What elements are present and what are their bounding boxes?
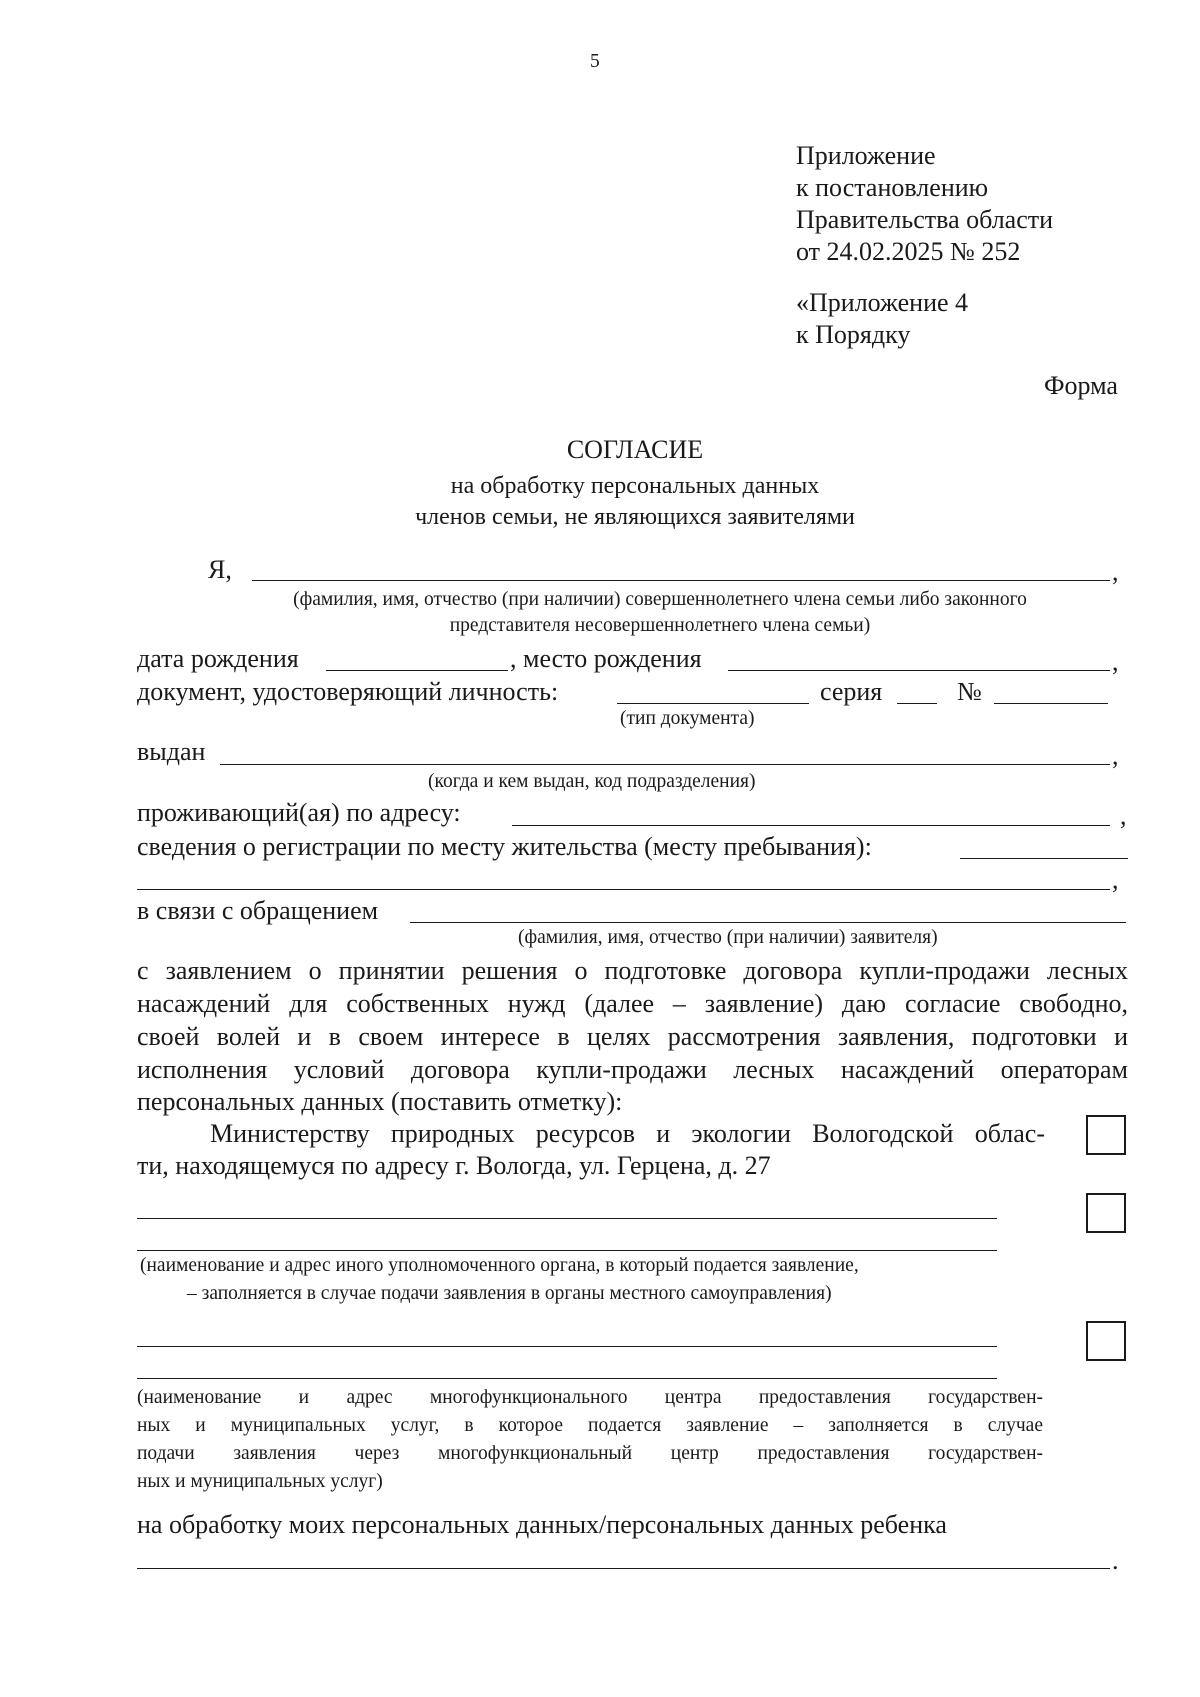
mfc-checkbox[interactable] [1086, 1321, 1126, 1361]
registration-input-line[interactable] [960, 858, 1128, 859]
issued-hint: (когда и кем выдан, код подразделения) [428, 771, 756, 792]
other-authority-checkbox[interactable] [1086, 1193, 1126, 1233]
closing-period: . [1112, 1546, 1119, 1575]
in-connection-label: в связи с обращением [137, 896, 379, 925]
mfc-hint: подачи заявления через многофункциональный центр предоставления государствен- [137, 1443, 1043, 1464]
birth-date-input-line[interactable] [326, 670, 508, 671]
fio-hint: (фамилия, имя, отчество (при наличии) совершеннолетнего члена семьи либо законного [293, 589, 1027, 610]
comma: , [1112, 741, 1119, 770]
appendix-line: от 24.02.2025 № 252 [796, 237, 1021, 266]
ministry-option-text: Министерству природных ресурсов и экологии Вологодской облас- [210, 1119, 1045, 1148]
registration-label: сведения о регистрации по месту жительства (месту пребывания): [137, 832, 872, 861]
paragraph-line: исполнения условий договора купли-продажи лесных насаждений операторам [137, 1055, 1128, 1084]
number-label: № [957, 677, 982, 706]
registration-input-line-2[interactable] [137, 889, 1110, 890]
other-authority-input-line-2[interactable] [137, 1250, 997, 1251]
document-subtitle: на обработку персональных данных [450, 473, 820, 499]
personal-data-input-line[interactable] [137, 1568, 1110, 1569]
other-authority-hint: – заполняется в случае подачи заявления в органы местного самоуправления) [187, 1283, 832, 1304]
comma: , [1112, 647, 1119, 676]
address-input-line[interactable] [512, 825, 1110, 826]
mfc-input-line-2[interactable] [137, 1378, 997, 1379]
attachment-line: к Порядку [796, 320, 911, 349]
document-title: СОГЛАСИЕ [566, 435, 704, 464]
paragraph-line: персональных данных (поставить отметку): [137, 1087, 623, 1116]
issued-input-line[interactable] [220, 764, 1110, 765]
ministry-checkbox[interactable] [1086, 1115, 1126, 1155]
birth-place-label: , место рождения [510, 644, 702, 673]
number-input-line[interactable] [994, 703, 1108, 704]
form-label: Форма [1044, 371, 1118, 400]
other-authority-hint: (наименование и адрес иного уполномоченного органа, в который подается заявление, [140, 1255, 859, 1276]
applicant-hint: (фамилия, имя, отчество (при наличии) заявителя) [518, 927, 938, 948]
closing-text: на обработку моих персональных данных/персональных данных ребенка [137, 1510, 947, 1539]
paragraph-line: своей волей и в своем интересе в целях рассмотрения заявления, подготовки и [137, 1022, 1128, 1051]
appendix-line: Правительства области [796, 205, 1054, 234]
document-type-hint: (тип документа) [620, 708, 755, 729]
applicant-input-line[interactable] [410, 922, 1126, 923]
comma: , [1120, 801, 1127, 830]
ministry-option-text: ти, находящемуся по адресу г. Вологда, ул. Герцена, д. 27 [137, 1151, 771, 1180]
birth-place-input-line[interactable] [728, 670, 1110, 671]
mfc-input-line[interactable] [137, 1346, 997, 1347]
mfc-hint: ных и муниципальных услуг, в которое подается заявление – заполняется в случае [137, 1415, 1043, 1436]
birth-date-label: дата рождения [137, 644, 299, 673]
appendix-line: к постановлению [796, 173, 989, 202]
appendix-line: Приложение [796, 141, 936, 170]
comma: , [1112, 865, 1119, 894]
document-type-input-line[interactable] [617, 703, 809, 704]
attachment-line: «Приложение 4 [796, 288, 969, 317]
series-input-line[interactable] [897, 703, 937, 704]
paragraph-line: насаждений для собственных нужд (далее – заявление) даю согласие свободно, [137, 989, 1128, 1018]
page-number: 5 [590, 51, 600, 72]
paragraph-line: с заявлением о принятии решения о подготовке договора купли-продажи лесных [137, 956, 1128, 985]
other-authority-input-line[interactable] [137, 1218, 997, 1219]
ya-label: Я, [208, 555, 232, 584]
document-subtitle: членов семьи, не являющихся заявителями [415, 504, 855, 530]
issued-label: выдан [137, 737, 206, 766]
mfc-hint: (наименование и адрес многофункционального центра предоставления государствен- [137, 1387, 1043, 1408]
residing-label: проживающий(ая) по адресу: [137, 798, 461, 827]
series-label: серия [820, 677, 883, 706]
comma: , [1112, 557, 1119, 586]
fio-input-line[interactable] [252, 580, 1110, 581]
id-document-label: документ, удостоверяющий личность: [137, 677, 559, 706]
mfc-hint: ных и муниципальных услуг) [137, 1471, 383, 1492]
fio-hint: представителя несовершеннолетнего члена семьи) [449, 615, 871, 636]
